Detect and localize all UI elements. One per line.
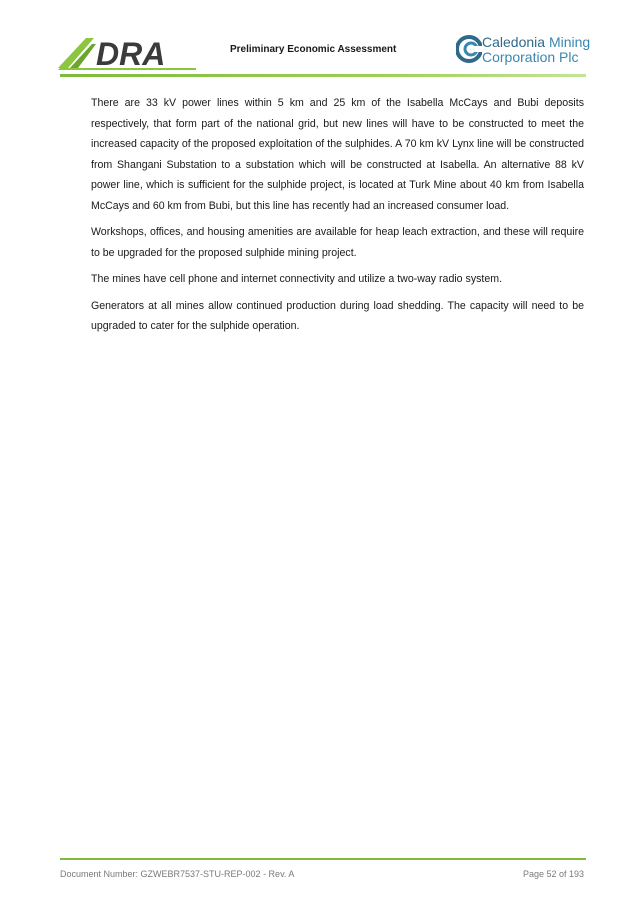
body-text xyxy=(91,93,584,343)
caledonia-name-strong: Caledonia xyxy=(482,34,546,50)
paragraph-power-lines: There are 33 kV power lines within 5 km and 25 km of the Isabella McCays and Bubi deposits respectively, that form part of the national grid, but new lines will have to be constructed to meet the increased capacity of the proposed exploitation of the sulphides. A 70 km kV Lynx line will be constructed from Shangani Substation to a substation which will be constructed at Isabella. An alternative 88 kV power line, which is sufficient for the sulphide project, is located at Turk Mine about 40 km from Isabella McCays and 60 km from Bubi, but this line has recently had an increased consumer load. xyxy=(91,97,584,212)
paragraph-generators: Generators at all mines allow continued production during load shedding. The capacity will need to be upgraded to cater for the sulphide operation. xyxy=(91,299,584,332)
caledonia-name xyxy=(482,35,590,65)
dra-logo-text: DRA xyxy=(96,36,166,70)
paragraph-connectivity: The mines have cell phone and internet connectivity and utilize a two-way radio system. xyxy=(91,273,503,285)
page-header xyxy=(0,0,644,82)
header-divider xyxy=(60,74,586,77)
caledonia-name-line2: Corporation Plc xyxy=(482,49,579,65)
page-number: Page 52 of 193 xyxy=(522,869,584,879)
document-number: Document Number: GZWEBR7537-STU-REP-002 - Rev. A xyxy=(60,869,295,879)
paragraph-workshops: Workshops, offices, and housing amenities are available for heap leach extraction, and these will require to be upgraded for the proposed sulphide mining project. xyxy=(91,226,584,259)
caledonia-name-light: Mining xyxy=(545,34,591,50)
footer-divider xyxy=(60,858,586,860)
caledonia-logo xyxy=(456,34,591,68)
caledonia-emblem-icon xyxy=(456,34,482,64)
dra-logo xyxy=(58,34,198,70)
header-title: Preliminary Economic Assessment xyxy=(230,44,397,55)
